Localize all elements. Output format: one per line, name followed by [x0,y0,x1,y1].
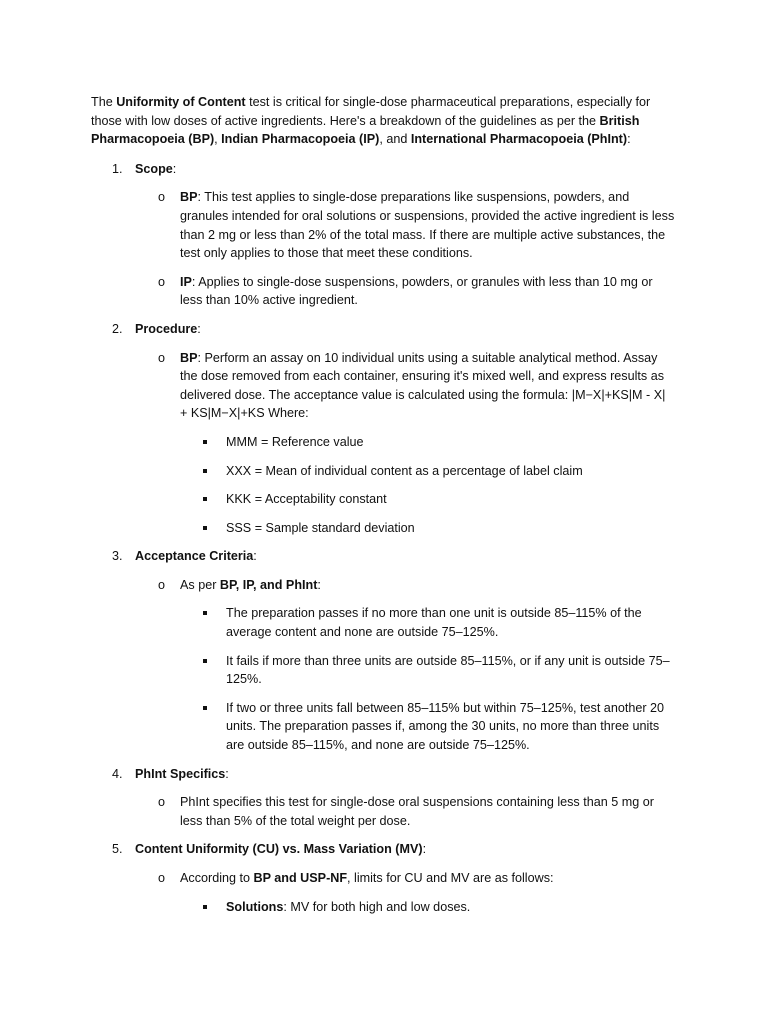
intro-text: test is critical for single-dose pharmaceutical preparations, especially for those with low doses of active ingredients. Here's a breakdown of the guidelines as per the [91,95,651,128]
item-text: , limits for CU and MV are as follows: [347,871,554,885]
square-bullet-icon [203,659,207,663]
bullet-o-icon: o [158,577,166,592]
item-text: If two or three units fall between 85–115% but within 75–125%, test another 20 units. The preparation passes if, among the 30 units, no more than three units are outside 85–115%, and none are outside 75–125%. [226,700,665,753]
item-bold: BP [180,350,198,365]
list-item [135,188,676,262]
square-bullet-icon [203,706,207,710]
square-bullet-icon [203,611,207,615]
item-text: : Perform an assay on 10 individual units using a suitable analytical method. Assay the dose removed from each container, ensuring it's mixed well, and express results as delivered dose. The acceptance value is calculated using the formula: |M−X|+KS|M - X| + KS|M−X|+KS Where: [180,350,666,421]
intro-bold-term: International Pharmacopoeia (PhInt) [410,132,628,147]
item-text: : MV for both high and low doses. [283,899,471,914]
square-bullet-icon [203,905,207,909]
square-bullet-icon [203,440,207,444]
item-prefix: According to [180,871,254,885]
intro-paragraph [91,93,676,149]
sub-list [135,576,676,755]
section-title-text: Procedure [135,321,198,336]
bullet-o-icon: o [158,350,166,365]
item-bold: BP and USP-NF [253,871,348,885]
section-title-text: Content Uniformity (CU) vs. Mass Variation (MV) [135,842,423,857]
item-text: It fails if more than three units are outside 85–115%, or if any unit is outside 75–125%. [226,653,670,687]
intro-text: : [627,132,631,147]
list-item [180,604,676,641]
section-cu-vs-mv [91,840,676,916]
section-title-text: Acceptance Criteria [135,549,254,564]
item-prefix: As per [180,577,220,592]
bullet-o-icon: o [158,871,166,885]
square-bullet-icon [203,497,207,501]
bullet-o-icon: o [158,190,166,205]
item-text: : This test applies to single-dose preparations like suspensions, powders, and granules intended for oral solutions or suspensions, provided the active ingredient is less than 2 mg or less than 2% of the total mass. If there are multiple active substances, the test only applies to those that meet these conditions. [180,190,675,261]
sub-sub-list [180,898,676,917]
item-text: : Applies to single-dose suspensions, powders, or granules with less than 10 mg or less than 10% active ingredient. [180,274,653,308]
list-item [180,490,676,509]
section-title-suffix: : [253,549,257,564]
list-item [135,869,676,916]
item-bold: IP [180,274,192,289]
list-item [180,433,676,452]
sub-list [135,188,676,310]
bullet-o-icon: o [158,795,166,810]
item-bold: BP, IP, and PhInt [219,577,318,592]
intro-bold-term: British Pharmacopoeia (BP) [91,113,640,147]
section-number: 1. [112,161,123,176]
list-item [180,652,676,689]
section-acceptance-criteria [91,547,676,754]
section-title-text: Scope [135,161,173,176]
section-number: 2. [112,321,123,336]
section-scope [91,160,676,310]
intro-bold-term: Uniformity of Content [116,95,246,109]
section-title-suffix: : [422,842,427,857]
list-item [180,898,676,917]
section-title [135,547,676,566]
section-number: 4. [112,766,123,781]
item-text: SSS = Sample standard deviation [226,520,415,535]
sub-list [135,869,676,916]
section-title-text: PhInt Specifics [135,766,226,781]
item-text: XXX = Mean of individual content as a percentage of label claim [226,463,583,478]
item-bold: Solutions [226,899,284,914]
sub-list [135,349,676,538]
item-text: PhInt specifies this test for single-dose oral suspensions containing less than 5 mg or less than 5% of the total weight per dose. [180,795,654,828]
list-item [180,699,676,755]
sub-list [135,793,676,830]
section-number: 3. [112,549,123,564]
list-item [135,349,676,538]
section-phint-specifics [91,765,676,831]
item-text: : [317,577,321,592]
intro-text: The [91,95,117,109]
item-bold: BP [180,190,198,205]
intro-text: , and [379,132,411,147]
section-title-suffix: : [172,161,177,176]
section-list [91,160,676,916]
section-procedure [91,320,676,537]
square-bullet-icon [203,526,207,530]
section-title [135,765,676,784]
section-title [135,160,676,179]
sub-sub-list [180,604,676,754]
intro-text: , [214,132,222,147]
list-item [180,519,676,538]
list-item [135,793,676,830]
intro-bold-term: Indian Pharmacopoeia (IP) [221,132,380,147]
section-title [135,320,676,339]
section-number: 5. [112,842,123,857]
item-text: The preparation passes if no more than one unit is outside 85–115% of the average content and none are outside 75–125%. [226,606,642,640]
sub-sub-list [180,433,676,537]
list-item [135,273,676,310]
section-title-suffix: : [197,321,201,336]
list-item [135,576,676,755]
section-title-suffix: : [225,766,229,781]
item-text: MMM = Reference value [226,434,364,449]
bullet-o-icon: o [158,274,166,289]
list-item [180,462,676,481]
section-title [135,840,676,859]
square-bullet-icon [203,469,207,473]
item-text: KKK = Acceptability constant [226,492,387,507]
